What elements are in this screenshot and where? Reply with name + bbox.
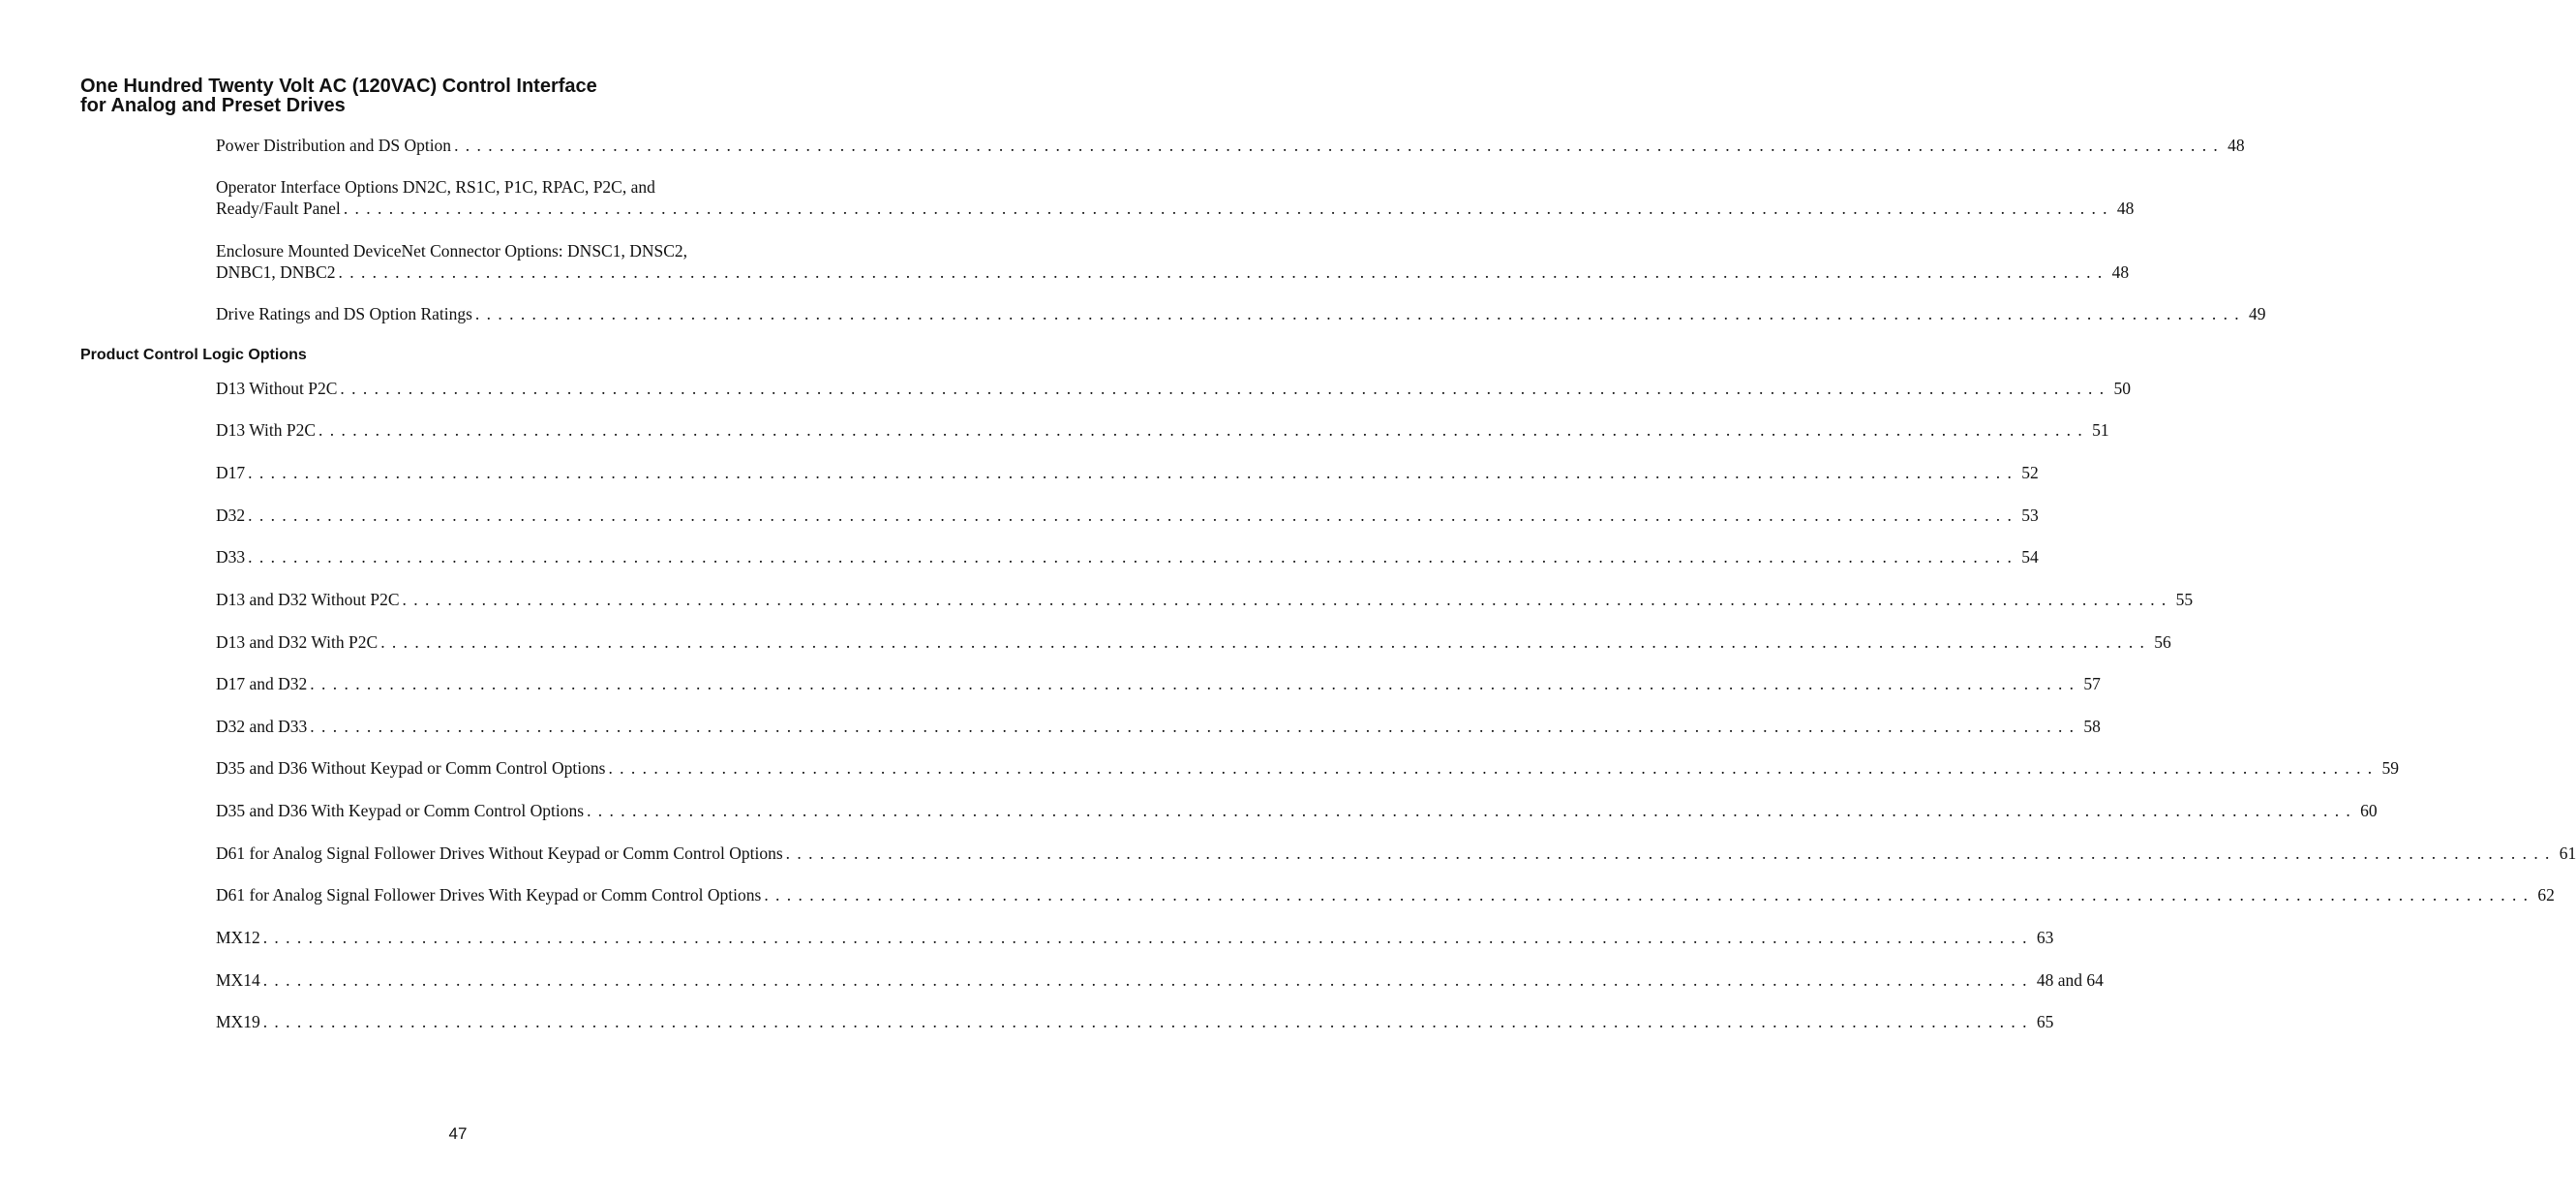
toc-entry-title: Drive Ratings and DS Option Ratings [216,304,472,323]
toc-page-number: 53 [2021,506,2039,525]
toc-entry-drive-ratings[interactable] [216,303,2266,324]
toc-entry-devicenet-connector-options[interactable] [216,240,2130,283]
page-title [80,77,758,115]
toc-page-number: 48 and 64 [2036,970,2104,990]
toc-entry-mx14[interactable] [216,969,2104,991]
toc-entry-mx19[interactable] [216,1011,2054,1032]
toc-entry-title: D35 and D36 With Keypad or Comm Control Options [216,801,585,820]
toc-page-number: 48 [2111,262,2130,282]
toc-entry-d32[interactable] [216,505,2039,526]
toc-entry-d33[interactable] [216,546,2039,567]
toc-page-number: 56 [2154,632,2171,652]
toc-page-number: 61 [2559,843,2576,863]
toc-entry-title: D33 [216,547,246,567]
toc-page-number: 48 [2116,199,2135,218]
toc-entry-d13-d32-with-p2c[interactable] [216,631,2171,653]
toc-entry-title: D32 and D33 [216,717,308,736]
toc-entry-title: MX14 [216,970,260,990]
toc-entry-title: D32 [216,506,246,525]
toc-entry-title: D13 and D32 Without P2C [216,590,400,609]
dot-leader: ............................................................................................................................................................ [248,463,2019,482]
page-number: 47 [448,1124,468,1143]
toc-entry-title: Ready/Fault Panel [216,199,341,218]
toc-page-number: 63 [2036,928,2054,947]
toc-entry-power-distribution[interactable] [216,135,2245,156]
toc-entry-title: D13 and D32 With P2C [216,632,379,652]
toc-entry-title: D13 Without P2C [216,379,338,398]
dot-leader: ............................................................................................................................................................ [474,304,2247,323]
toc-entry-title: D17 and D32 [216,674,308,693]
dot-leader: ............................................................................................................................................................ [454,136,2226,155]
toc-page-number: 52 [2021,463,2039,482]
toc-entry-d13-with-p2c[interactable] [216,419,2109,441]
dot-leader: ............................................................................................................................................................ [343,199,2114,218]
dot-leader: ............................................................................................................................................................ [380,632,2152,652]
toc-page-number: 58 [2083,717,2101,736]
toc-page-number: 54 [2021,547,2039,567]
dot-leader: ............................................................................................................................................................ [248,547,2019,567]
toc-page-number: 65 [2036,1012,2054,1031]
toc-entry-title: D35 and D36 Without Keypad or Comm Control Options [216,758,606,778]
dot-leader: ............................................................................................................................................................ [785,843,2557,863]
toc-entry-mx12[interactable] [216,927,2054,948]
page-title-line-1: One Hundred Twenty Volt AC (120VAC) Control Interface [80,76,597,97]
dot-leader: ............................................................................................................................................................ [338,262,2109,282]
toc-entry-d61-with-keypad[interactable] [216,884,2555,905]
toc-page-number: 62 [2537,885,2555,905]
toc-entry-title: MX12 [216,928,260,947]
dot-leader: ............................................................................................................................................................ [248,506,2019,525]
toc-entry-title: D17 [216,463,246,482]
toc-entry-title: D61 for Analog Signal Follower Drives With Keypad or Comm Control Options [216,885,762,905]
toc-page-number: 49 [2249,304,2266,323]
toc-entry-title: MX19 [216,1012,260,1031]
toc-entry-title: Power Distribution and DS Option [216,136,452,155]
toc-entry-d35-d36-with-keypad[interactable] [216,800,2378,821]
dot-leader: ............................................................................................................................................................ [310,717,2081,736]
page-title-line-2: for Analog and Preset Drives [80,95,346,116]
dot-leader: ............................................................................................................................................................ [318,420,2090,440]
dot-leader: ............................................................................................................................................................ [764,885,2535,905]
toc-entry-d35-d36-without-keypad[interactable] [216,757,2400,779]
dot-leader: ............................................................................................................................................................ [262,970,2034,990]
toc-entry-d13-d32-without-p2c[interactable] [216,589,2194,610]
dot-leader: ............................................................................................................................................................ [340,379,2111,398]
dot-leader: ............................................................................................................................................................ [262,928,2034,947]
toc-page-number: 55 [2175,590,2194,609]
toc-page-number: 60 [2360,801,2378,820]
dot-leader: ............................................................................................................................................................ [608,758,2379,778]
dot-leader: ............................................................................................................................................................ [310,674,2081,693]
toc-entry-d32-d33[interactable] [216,716,2101,737]
toc-page-number: 51 [2092,420,2109,440]
toc-entry-title-line-1: Enclosure Mounted DeviceNet Connector Options: DNSC1, DNSC2, [216,241,688,261]
toc-entry-d17[interactable] [216,462,2039,483]
toc-entry-title: D61 for Analog Signal Follower Drives Without Keypad or Comm Control Options [216,843,783,863]
dot-leader: ............................................................................................................................................................ [587,801,2358,820]
toc-entry-d17-d32[interactable] [216,673,2101,694]
dot-leader: ............................................................................................................................................................ [262,1012,2034,1031]
toc-entry-d13-without-p2c[interactable] [216,378,2131,399]
toc-entry-title: DNBC1, DNBC2 [216,262,336,282]
dot-leader: ............................................................................................................................................................ [402,590,2173,609]
toc-page-number: 48 [2227,136,2245,155]
toc-entry-operator-interface-options[interactable] [216,176,2135,219]
toc-page-number: 50 [2113,379,2131,398]
toc-entry-title-line-1: Operator Interface Options DN2C, RS1C, P1C, RPAC, P2C, and [216,177,655,197]
section-heading: Product Control Logic Options [80,347,307,363]
toc-entry-d61-without-keypad[interactable] [216,843,2576,864]
toc-entry-title: D13 With P2C [216,420,317,440]
toc-page-number: 59 [2381,758,2400,778]
toc-page-number: 57 [2083,674,2101,693]
